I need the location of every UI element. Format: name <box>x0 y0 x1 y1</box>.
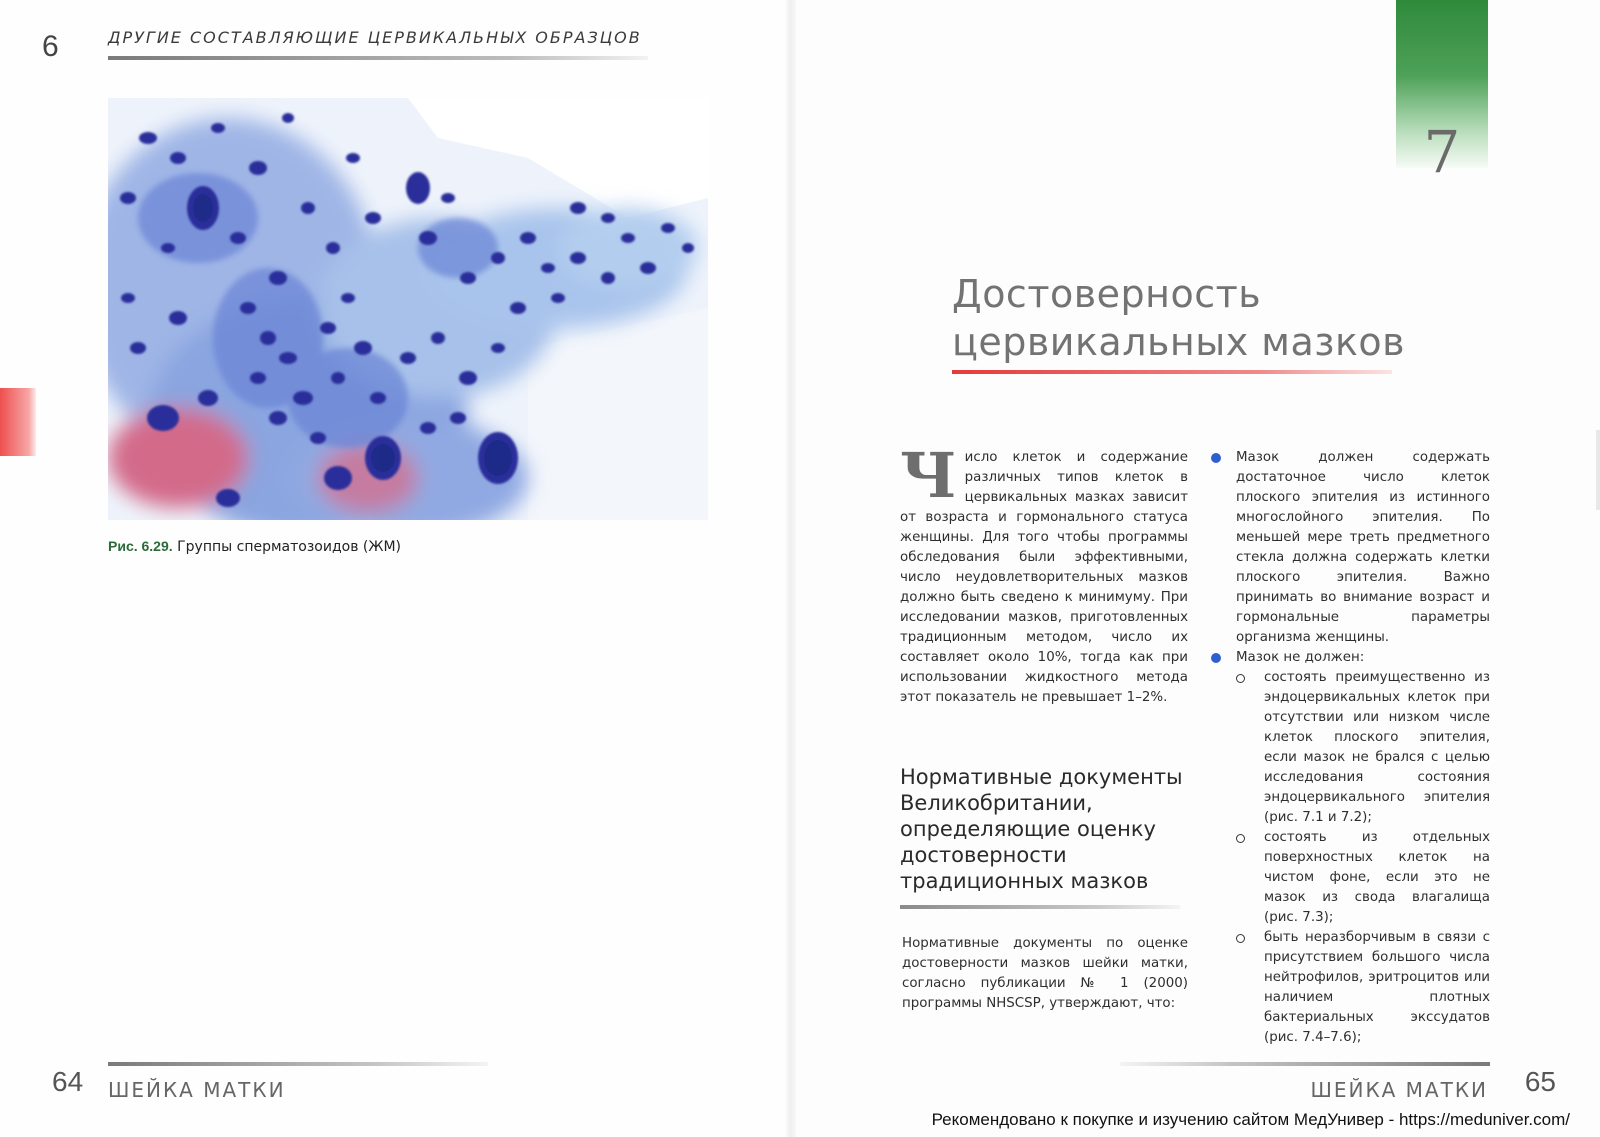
figure-label: Рис. 6.29. <box>108 538 173 554</box>
drop-cap: Ч <box>900 439 957 512</box>
sub-list-item <box>1210 928 1490 1048</box>
list-item <box>1210 648 1490 668</box>
section-heading-rule <box>900 905 1180 909</box>
book-gutter <box>786 0 796 1137</box>
chapter-number-right: 7 <box>1423 118 1461 186</box>
circle-bullet-icon <box>1236 934 1245 943</box>
intro-text: исло клеток и содержание различных типов клеток в цервикальных мазках зависит от возраста и гормонального статуса женщины. Для того чтобы программы обследования были эффективными, число неудовлетворительных мазков должно быть сведено к минимуму. При исследовании мазков, приготовленных традиционным методом, число их составляет около 10%, тогда как при использовании жидкостного метода этот показатель не превышает 1–2%. <box>900 450 1188 705</box>
chapter-title-line2: цервикальных мазков <box>952 320 1406 364</box>
left-page <box>0 0 790 1137</box>
sub-list-item <box>1210 668 1490 828</box>
sub-list-item <box>1210 828 1490 928</box>
list-item-text: Мазок должен содержать достаточное число клеток плоского эпителия из истинного многослойного эпителия. По меньшей мере треть предметного стекла должна содержать клетки плоского эпителия. Важно принимать во внимание возраст и гормональные параметры организма женщины. <box>1236 450 1490 645</box>
chapter-title-line1: Достоверность <box>952 272 1262 316</box>
edge-marker-right <box>1596 430 1600 510</box>
list-item <box>1210 448 1490 648</box>
watermark-text: Рекомендовано к покупке и изучению сайтом МедУнивер - https://meduniver.com/ <box>931 1110 1570 1129</box>
requirements-list <box>1210 448 1490 1048</box>
circle-bullet-icon <box>1236 674 1245 683</box>
section-heading: Нормативные документы Великобритании, определяющие оценку достоверности традиционных мазков <box>900 765 1183 893</box>
intro-paragraph <box>900 439 1188 708</box>
list-item-text: Мазок не должен: <box>1236 650 1365 665</box>
footer-title-right: ШЕЙКА МАТКИ <box>1310 1078 1488 1102</box>
page-number-left: 64 <box>52 1066 84 1097</box>
header-rule <box>108 56 648 60</box>
sub-list-item-text: состоять преимущественно из эндоцервикальных клеток при отсутствии или низком числе клеток плоского эпителия, если мазок не брался с целью исследования состояния эндоцервикального эпителия (рис. 7.1 и 7.2); <box>1264 670 1490 825</box>
micrograph-image <box>108 98 708 520</box>
section-text: Нормативные документы по оценке достоверности мазков шейки матки, согласно публикации № 1 (2000) программы NHSCSP, утверждают, что: <box>902 936 1188 1011</box>
chapter-number-left: 6 <box>42 30 59 63</box>
sub-list-item-text: состоять из отдельных поверхностных клеток на чистом фоне, если это не мазок из свода влагалища (рис. 7.3); <box>1264 830 1490 925</box>
figure-caption-text: Группы сперматозоидов (ЖМ) <box>177 539 401 555</box>
footer-rule-left <box>108 1062 488 1066</box>
circle-bullet-icon <box>1236 834 1245 843</box>
footer-title-left: ШЕЙКА МАТКИ <box>108 1078 286 1102</box>
edge-marker-red <box>0 388 36 456</box>
bullet-dot-icon <box>1211 453 1221 463</box>
page-number-right: 65 <box>1524 1066 1556 1097</box>
running-head: ДРУГИЕ СОСТАВЛЯЮЩИЕ ЦЕРВИКАЛЬНЫХ ОБРАЗЦОВ <box>108 28 642 47</box>
chapter-title-rule <box>952 370 1392 374</box>
figure-caption <box>108 538 401 555</box>
bullet-dot-icon <box>1211 653 1221 663</box>
sub-list-item-text: быть неразборчивым в связи с присутствием большого числа нейтрофилов, эритроцитов или наличием плотных бактериальных экссудатов (рис. 7.4–7.6); <box>1264 930 1490 1045</box>
footer-rule-right <box>1120 1062 1490 1066</box>
chapter-title <box>952 270 1405 366</box>
